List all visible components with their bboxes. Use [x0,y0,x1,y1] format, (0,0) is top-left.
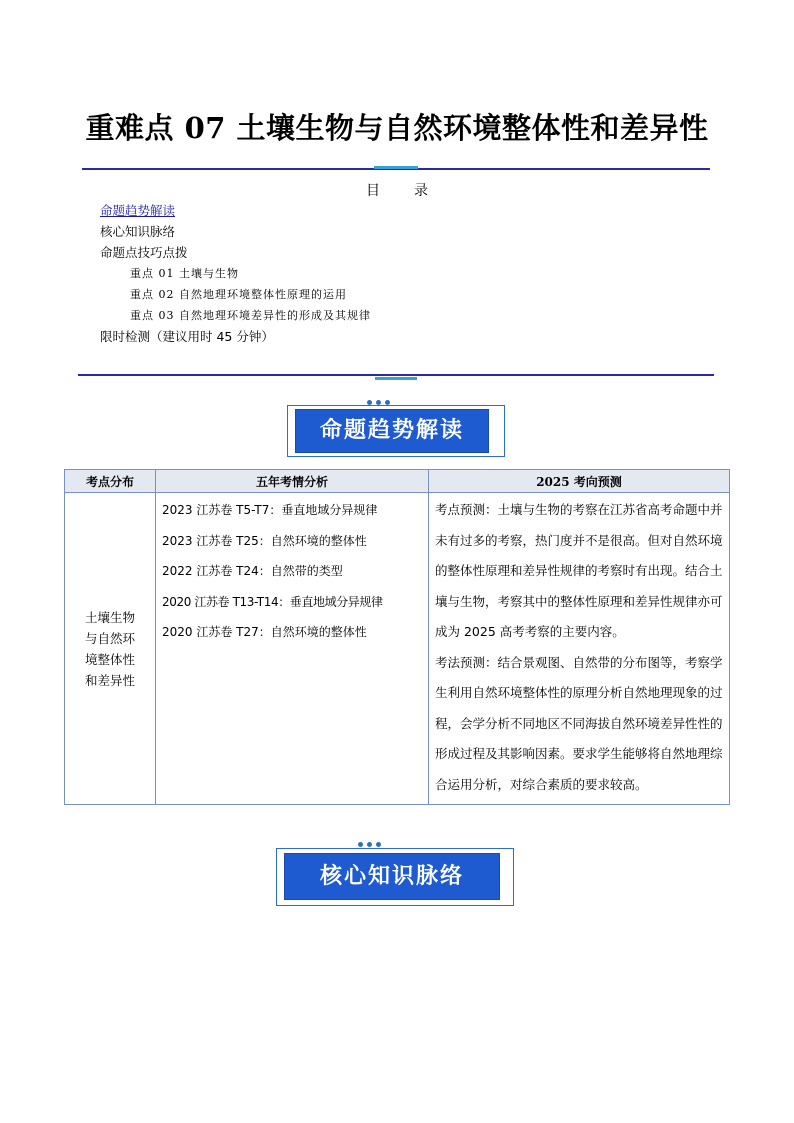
topic-line: 境整体性 [84,651,135,667]
title-divider-accent [374,166,418,169]
toc-item-trend[interactable]: 命题趋势解读 [100,203,176,218]
toc-heading-right: 录 [414,183,428,199]
trend-banner-label: 命题趋势解读 [295,409,489,453]
table-row [65,493,730,805]
topic-line: 和差异性 [84,672,135,688]
prediction-method: 考法预测：结合景观图、自然带的分布图等，考察学生利用自然环境整体性的原理分析自然地理现象的过程，会学分析不同地区不同海拔自然环境差异性性的形成过程及其影响因素。要求学生能够将自然地理综合运用分析，对综合素质的要求较高。 [435,654,723,792]
topic-cell [65,493,156,805]
topic-line: 与自然环 [84,630,135,646]
toc-heading-left: 目 [366,183,380,199]
history-item: 2023 江苏卷 T5-T7：垂直地域分异规律 [162,503,378,517]
history-item: 2022 江苏卷 T24：自然带的类型 [162,564,343,578]
page-title: 重难点 07 土壤生物与自然环境整体性和差异性 [85,111,709,145]
header-topic: 考点分布 [65,470,156,493]
history-item: 2020 江苏卷 T27：自然环境的整体性 [162,625,367,639]
toc-subitem-02[interactable]: 重点 02 自然地理环境整体性原理的运用 [130,288,347,301]
toc-subitem-01[interactable]: 重点 01 土壤与生物 [130,267,239,280]
prediction-cell [429,493,730,805]
exam-analysis-table [64,469,730,805]
header-prediction: 2025 考向预测 [429,470,730,493]
toc-subitem-03[interactable]: 重点 03 自然地理环境差异性的形成及其规律 [130,309,371,322]
history-item: 2023 江苏卷 T25：自然环境的整体性 [162,533,367,548]
toc-heading [0,180,794,200]
banner-dots-icon [358,842,381,847]
table-header-row [65,470,730,493]
toc-divider [78,374,714,376]
toc-item-timed-test[interactable]: 限时检测（建议用时 45 分钟） [100,329,274,344]
table-of-contents [100,200,371,347]
topic-line: 土壤生物 [84,609,135,625]
history-item: 2020 江苏卷 T13-T14：垂直地域分异规律 [162,594,383,609]
toc-item-core[interactable]: 核心知识脉络 [100,224,176,239]
core-banner-label: 核心知识脉络 [284,853,500,900]
history-cell [156,493,429,805]
prediction-point: 考点预测：土壤与生物的考察在江苏省高考命题中并未有过多的考察，热门度并不是很高。但对自然环境的整体性原理和差异性规律的考察时有出现。结合土壤与生物，考察其中的整体性原理和差异性规律亦可成为 2025 高考考察的主要内容。 [435,502,723,639]
toc-divider-accent [375,377,417,380]
toc-item-skills[interactable]: 命题点技巧点拨 [100,245,188,260]
header-history: 五年考情分析 [156,470,429,493]
